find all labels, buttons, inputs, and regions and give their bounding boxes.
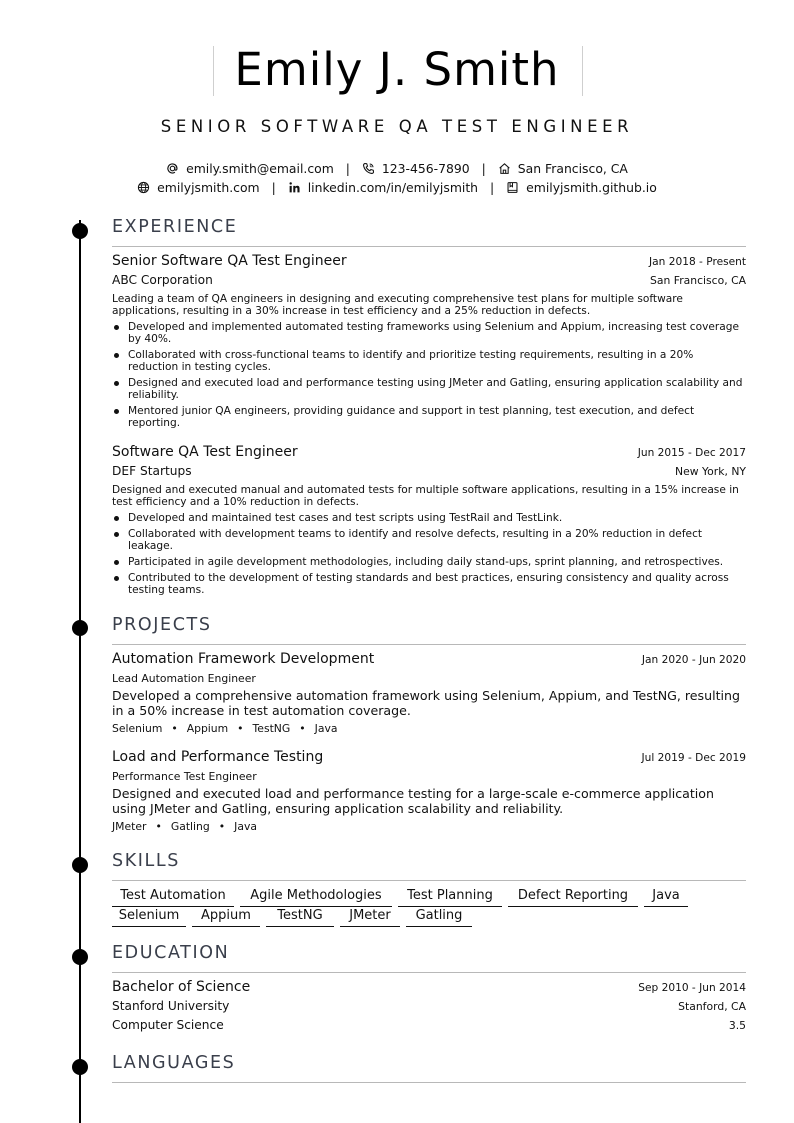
website-text: emilyjsmith.com — [157, 179, 260, 195]
section-divider — [112, 1082, 746, 1083]
project-dates: Jan 2020 - Jun 2020 — [641, 654, 746, 666]
job-title: Software QA Test Engineer — [112, 444, 298, 460]
job-dates: Jun 2015 - Dec 2017 — [637, 447, 746, 459]
education-header — [112, 979, 746, 995]
contact-line-1 — [0, 160, 794, 177]
skill-tag: Appium — [192, 906, 260, 927]
job-summary: Leading a team of QA engineers in designing and executing comprehensive test plans for multiple software applications, resulting in a 30% increase in test efficiency and a 25% reduction in defects. — [112, 293, 683, 317]
section-title-languages: LANGUAGES — [112, 1053, 236, 1073]
company-name: DEF Startups — [112, 464, 192, 478]
separator: | — [481, 160, 486, 176]
contact-github[interactable] — [506, 180, 657, 196]
job-bullet: Contributed to the development of testing standards and best practices, ensuring consistency and quality across testing teams. — [128, 572, 746, 596]
home-icon — [498, 162, 511, 175]
skill-tag: Selenium — [112, 906, 186, 927]
section-title-education: EDUCATION — [112, 943, 230, 963]
timeline-dot-experience — [72, 223, 88, 239]
skill-tag: TestNG — [266, 906, 334, 927]
timeline-dot-education — [72, 949, 88, 965]
candidate-name: Emily J. Smith — [234, 43, 560, 96]
skill-tag: Gatling — [406, 906, 472, 927]
at-icon — [166, 162, 179, 175]
job-summary: Designed and executed manual and automated tests for multiple software applications, resulting in a 15% increase in test efficiency and a 10% reduction in defects. — [112, 484, 739, 508]
job-bullet: Designed and executed load and performance testing using JMeter and Gatling, ensuring application scalability and reliability. — [128, 377, 746, 401]
project-role: Lead Automation Engineer — [112, 672, 256, 685]
job-dates: Jan 2018 - Present — [649, 256, 746, 268]
linkedin-text: linkedin.com/in/emilyjsmith — [307, 179, 479, 195]
school-location: Stanford, CA — [678, 1000, 746, 1013]
section-title-projects: PROJECTS — [112, 615, 212, 635]
project-name: Load and Performance Testing — [112, 749, 324, 765]
skill-tag: JMeter — [340, 906, 400, 927]
contact-phone[interactable] — [362, 161, 470, 177]
project-header — [112, 651, 746, 667]
skill-tag: Defect Reporting — [508, 886, 638, 907]
timeline-dot-languages — [72, 1059, 88, 1075]
section-title-experience: EXPERIENCE — [112, 217, 238, 237]
project-description: Developed a comprehensive automation framework using Selenium, Appium, and TestNG, resulting in a 50% increase in test automation coverage. — [112, 688, 740, 718]
project-name: Automation Framework Development — [112, 651, 375, 667]
tech-item: Gatling — [170, 820, 210, 833]
project-tech-list — [112, 722, 337, 735]
globe-icon — [137, 181, 150, 194]
phone-text: 123-456-7890 — [381, 160, 470, 176]
candidate-title: SENIOR SOFTWARE QA TEST ENGINEER — [160, 117, 634, 136]
linkedin-icon — [288, 181, 301, 194]
project-dates: Jul 2019 - Dec 2019 — [641, 752, 746, 764]
phone-icon — [362, 162, 375, 175]
contact-line-2 — [0, 179, 794, 196]
tech-separator: • — [218, 820, 226, 833]
section-divider — [112, 972, 746, 973]
job-title: Senior Software QA Test Engineer — [112, 253, 347, 269]
section-title-skills: SKILLS — [112, 851, 180, 871]
github-text: emilyjsmith.github.io — [526, 179, 657, 195]
separator: | — [271, 179, 276, 195]
field-of-study: Computer Science — [112, 1018, 224, 1032]
tech-item: JMeter — [112, 820, 147, 833]
project-header — [112, 749, 746, 765]
tech-item: Java — [234, 820, 257, 833]
separator: | — [490, 179, 495, 195]
experience-company-row — [112, 273, 746, 287]
project-role: Performance Test Engineer — [112, 770, 257, 783]
email-text: emily.smith@email.com — [186, 160, 334, 176]
gpa: 3.5 — [728, 1019, 746, 1032]
project-description: Designed and executed load and performance testing for a large-scale e-commerce application using JMeter and Gatling, ensuring application scalability and reliability. — [112, 786, 714, 816]
tech-separator: • — [237, 722, 244, 735]
experience-header — [112, 253, 746, 269]
timeline-line — [79, 220, 81, 1123]
experience-company-row — [112, 464, 746, 478]
tech-separator: • — [171, 722, 178, 735]
company-location: San Francisco, CA — [650, 274, 746, 287]
education-dates: Sep 2010 - Jun 2014 — [638, 982, 746, 994]
tech-separator: • — [299, 722, 306, 735]
tech-separator: • — [155, 820, 162, 833]
skill-tag: Test Automation — [112, 886, 234, 907]
tech-item: Java — [314, 722, 338, 735]
education-school-row — [112, 999, 746, 1013]
tech-item: Appium — [186, 722, 229, 735]
skill-tag: Java — [644, 886, 688, 907]
section-divider — [112, 246, 746, 247]
location-text: San Francisco, CA — [517, 160, 628, 176]
job-bullet: Developed and implemented automated testing frameworks using Selenium and Appium, increasing test coverage by 40%. — [128, 321, 746, 345]
tech-item: TestNG — [252, 722, 291, 735]
bookmark-book-icon — [506, 181, 519, 194]
tech-item: Selenium — [112, 722, 163, 735]
timeline-dot-projects — [72, 620, 88, 636]
contact-email[interactable] — [166, 161, 334, 177]
skill-tag: Agile Methodologies — [240, 886, 392, 907]
project-tech-list — [112, 820, 257, 833]
contact-location — [498, 161, 628, 177]
separator: | — [345, 160, 350, 176]
job-bullet: Mentored junior QA engineers, providing guidance and support in test planning, test execution, and defect reporting. — [128, 405, 746, 429]
degree: Bachelor of Science — [112, 979, 251, 995]
education-field-row — [112, 1018, 746, 1032]
job-bullet: Participated in agile development methodologies, including daily stand-ups, sprint planning, and retrospectives. — [128, 556, 746, 568]
job-bullet: Collaborated with cross-functional teams to identify and prioritize testing requirements, resulting in a 20% reduction in testing cycles. — [128, 349, 746, 373]
contact-linkedin[interactable] — [288, 180, 478, 196]
section-divider — [112, 880, 746, 881]
section-divider — [112, 644, 746, 645]
skill-tag: Test Planning — [398, 886, 502, 907]
company-name: ABC Corporation — [112, 273, 213, 287]
company-location: New York, NY — [675, 465, 746, 478]
experience-header — [112, 444, 746, 460]
job-bullet: Collaborated with development teams to identify and resolve defects, resulting in a 20% reduction in defect leakage. — [128, 528, 746, 552]
contact-website[interactable] — [137, 180, 259, 196]
timeline-dot-skills — [72, 857, 88, 873]
job-bullet: Developed and maintained test cases and test scripts using TestRail and TestLink. — [128, 512, 746, 524]
school-name: Stanford University — [112, 999, 230, 1013]
